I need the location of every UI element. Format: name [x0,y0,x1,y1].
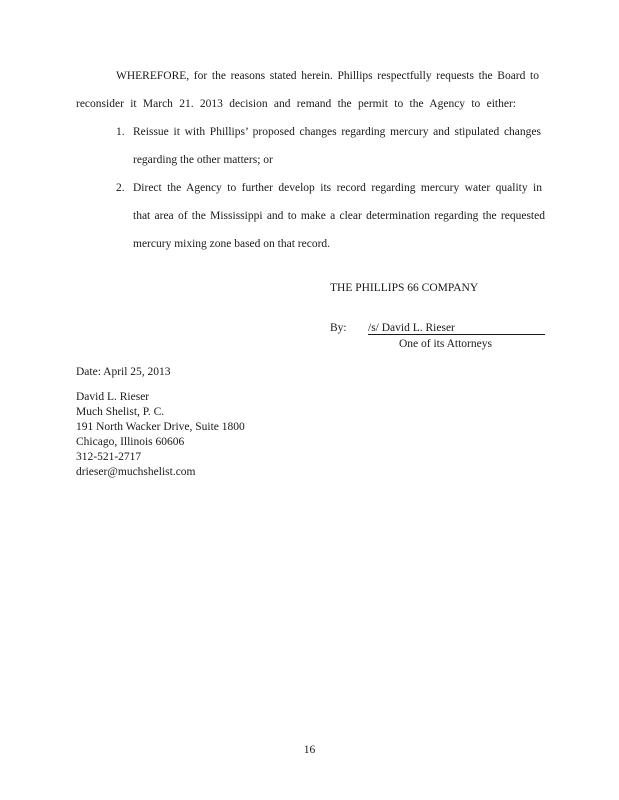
signature-role: One of its Attorneys [399,338,492,350]
list-item-number-2: 2. [116,182,125,194]
address-firm: Much Shelist, P. C. [76,406,165,418]
address-email: drieser@muchshelist.com [76,466,196,478]
list-item-2-line-3: mercury mixing zone based on that record. [133,238,331,250]
signature-line [368,334,545,335]
address-city: Chicago, Illinois 60606 [76,436,185,448]
company-name: THE PHILLIPS 66 COMPANY [330,282,479,294]
by-label: By: [330,322,347,334]
address-phone: 312-521-2717 [76,451,142,463]
address-name: David L. Rieser [76,391,150,403]
paragraph-line-1: WHEREFORE, for the reasons stated herein. Phillips respectfully requests the Board to [116,70,539,82]
list-item-1-line-2: regarding the other matters; or [133,154,273,166]
date-line: Date: April 25, 2013 [76,366,171,378]
page-number: 16 [303,744,316,756]
list-item-number-1: 1. [116,126,125,138]
list-item-2-line-2: that area of the Mississippi and to make a clear determination regarding the requested [133,210,545,222]
address-street: 191 North Wacker Drive, Suite 1800 [76,421,245,433]
list-item-2-line-1: Direct the Agency to further develop its record regarding mercury water quality in [133,182,542,194]
list-item-1-line-1: Reissue it with Phillips’ proposed changes regarding mercury and stipulated changes [133,126,541,138]
signature-name: /s/ David L. Rieser [368,322,455,334]
paragraph-line-2: reconsider it March 21. 2013 decision and remand the permit to the Agency to either: [76,98,516,110]
